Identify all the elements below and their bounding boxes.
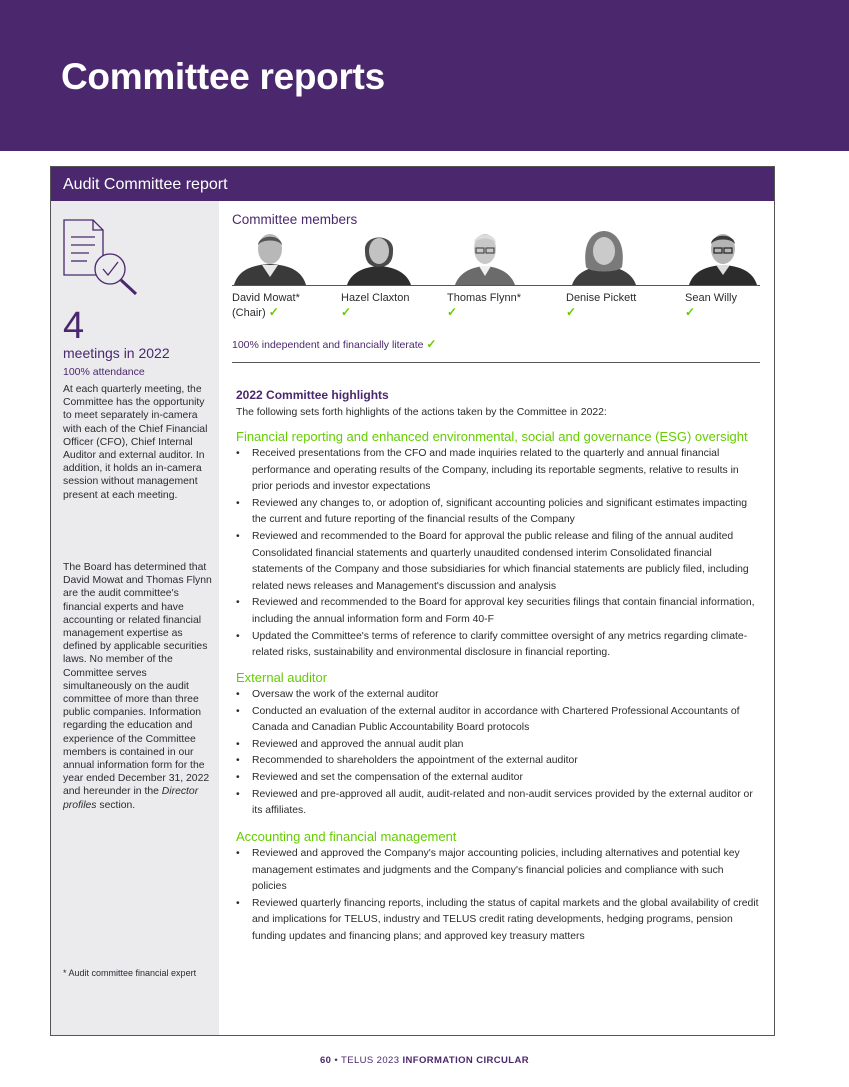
member-photo xyxy=(447,227,523,285)
meetings-count: 4 xyxy=(63,305,85,347)
check-icon: ✓ xyxy=(447,305,458,319)
footer-brand: TELUS 2023 xyxy=(341,1055,400,1066)
panel-title: Audit Committee report xyxy=(63,176,228,193)
check-icon: ✓ xyxy=(685,305,696,319)
list-item: • Received presentations from the CFO and made inquiries related to the quarterly and annual financial performance and operating results of the Company, including its reportable segments, relative to results in prior periods and investor expectations xyxy=(236,446,761,496)
list-item: • Recommended to shareholders the appointment of the external auditor xyxy=(236,753,761,770)
check-icon: ✓ xyxy=(426,337,437,351)
member-name: Denise Pickett xyxy=(566,292,637,304)
section-title: Financial reporting and enhanced environmental, social and governance (ESG) oversight xyxy=(236,429,748,444)
list-item: • Conducted an evaluation of the external auditor in accordance with Chartered Professional Accountants of Canada and Canadian Public Accountability Board protocols xyxy=(236,704,761,737)
director-profiles-ref: Director profiles xyxy=(63,786,199,811)
divider xyxy=(232,362,760,363)
member-name: Hazel Claxton xyxy=(341,292,410,304)
footer-separator: • xyxy=(334,1055,339,1066)
page-footer xyxy=(0,1055,849,1066)
check-icon: ✓ xyxy=(341,305,352,319)
footer-document: INFORMATION CIRCULAR xyxy=(402,1055,530,1066)
members-title: Committee members xyxy=(232,212,358,227)
member-name: Thomas Flynn* xyxy=(447,292,521,304)
list-item: • Oversaw the work of the external auditor xyxy=(236,687,761,704)
attendance-label: 100% attendance xyxy=(63,366,145,378)
list-item: • Reviewed and recommended to the Board for approval the public release and filing of the annual audited Consolidated financial statements and quarterly unaudited condensed interim Consolidated financial statements of the Company and those subsidiaries for which financial statements are publicly filed, including related news releases and Management's discussion and analysis xyxy=(236,529,761,595)
list-item: • Updated the Committee's terms of reference to clarify committee oversight of any metrics regarding climate-related risks, sustainability and environmental disclosure in financial reporting. xyxy=(236,629,761,662)
member-photo xyxy=(341,227,417,285)
bullet-list xyxy=(236,446,761,662)
member-photo xyxy=(566,227,642,285)
list-item: • Reviewed and pre-approved all audit, audit-related and non-audit services provided by the external auditor or its affiliates. xyxy=(236,787,761,820)
section-title: Accounting and financial management xyxy=(236,829,457,844)
list-item: • Reviewed and approved the Company's major accounting policies, including alternatives and potential key management estimates and judgments and the Company's financial policies and compliance with such policies xyxy=(236,846,761,896)
member-name: David Mowat* xyxy=(232,292,300,304)
list-item: • Reviewed and approved the annual audit plan xyxy=(236,737,761,754)
member-photo xyxy=(685,227,761,285)
page-title: Committee reports xyxy=(61,56,385,97)
highlights-intro: The following sets forth highlights of the actions taken by the Committee in 2022: xyxy=(236,407,607,418)
highlights-title: 2022 Committee highlights xyxy=(236,388,389,402)
check-icon: ✓ xyxy=(268,305,279,319)
list-item: • Reviewed and recommended to the Board for approval key securities filings that contain financial information, including the annual information form and Form 40-F xyxy=(236,595,761,628)
meetings-label: meetings in 2022 xyxy=(63,345,170,361)
panel-header xyxy=(51,167,774,201)
list-item: • Reviewed quarterly financing reports, including the status of capital markets and the global availability of credit and implications for TELUS, industry and TELUS credit rating developments, hedging programs, pension funding updates and financing plans; and approved key treasury matters xyxy=(236,896,761,946)
independence-statement: 100% independent and financially literate ✓ xyxy=(232,337,437,351)
sidebar xyxy=(51,201,219,1035)
page-number: 60 xyxy=(319,1055,332,1066)
bullet-list xyxy=(236,687,761,820)
check-icon: ✓ xyxy=(566,305,577,319)
section-title: External auditor xyxy=(236,670,328,685)
bullet-list xyxy=(236,846,761,946)
page-banner xyxy=(0,0,849,151)
list-item: • Reviewed and set the compensation of the external auditor xyxy=(236,770,761,787)
member-name: Sean Willy xyxy=(685,292,737,304)
sidebar-paragraph: At each quarterly meeting, the Committee has the opportunity to meet separately in-camera with each of the Chief Financial Officer (CFO), Chief Internal Auditor and external auditor. In addition, it holds an in-camera session without management present at each meeting. xyxy=(63,384,208,501)
audit-committee-panel xyxy=(50,166,775,1036)
list-item: • Reviewed any changes to, or adoption of, significant accounting policies and significant estimates impacting the current and future reporting of the financial results of the Company xyxy=(236,496,761,529)
sidebar-paragraph: The Board has determined that David Mowat and Thomas Flynn are the audit committee's financial experts and have accounting or related financial management expertise as defined by applicable securities laws. No member of the Committee serves simultaneously on the audit committee of more than three public companies. Information regarding the education and experience of the Committee members is contained in our annual information form for the year ended December 31, 2022 and hereunder in the Director profiles section. xyxy=(63,562,212,811)
footnote: * Audit committee financial expert xyxy=(63,968,197,978)
member-role: (Chair) xyxy=(232,307,266,319)
document-magnifier-icon xyxy=(61,217,143,297)
members-baseline xyxy=(232,285,760,286)
member-photo xyxy=(232,227,308,285)
